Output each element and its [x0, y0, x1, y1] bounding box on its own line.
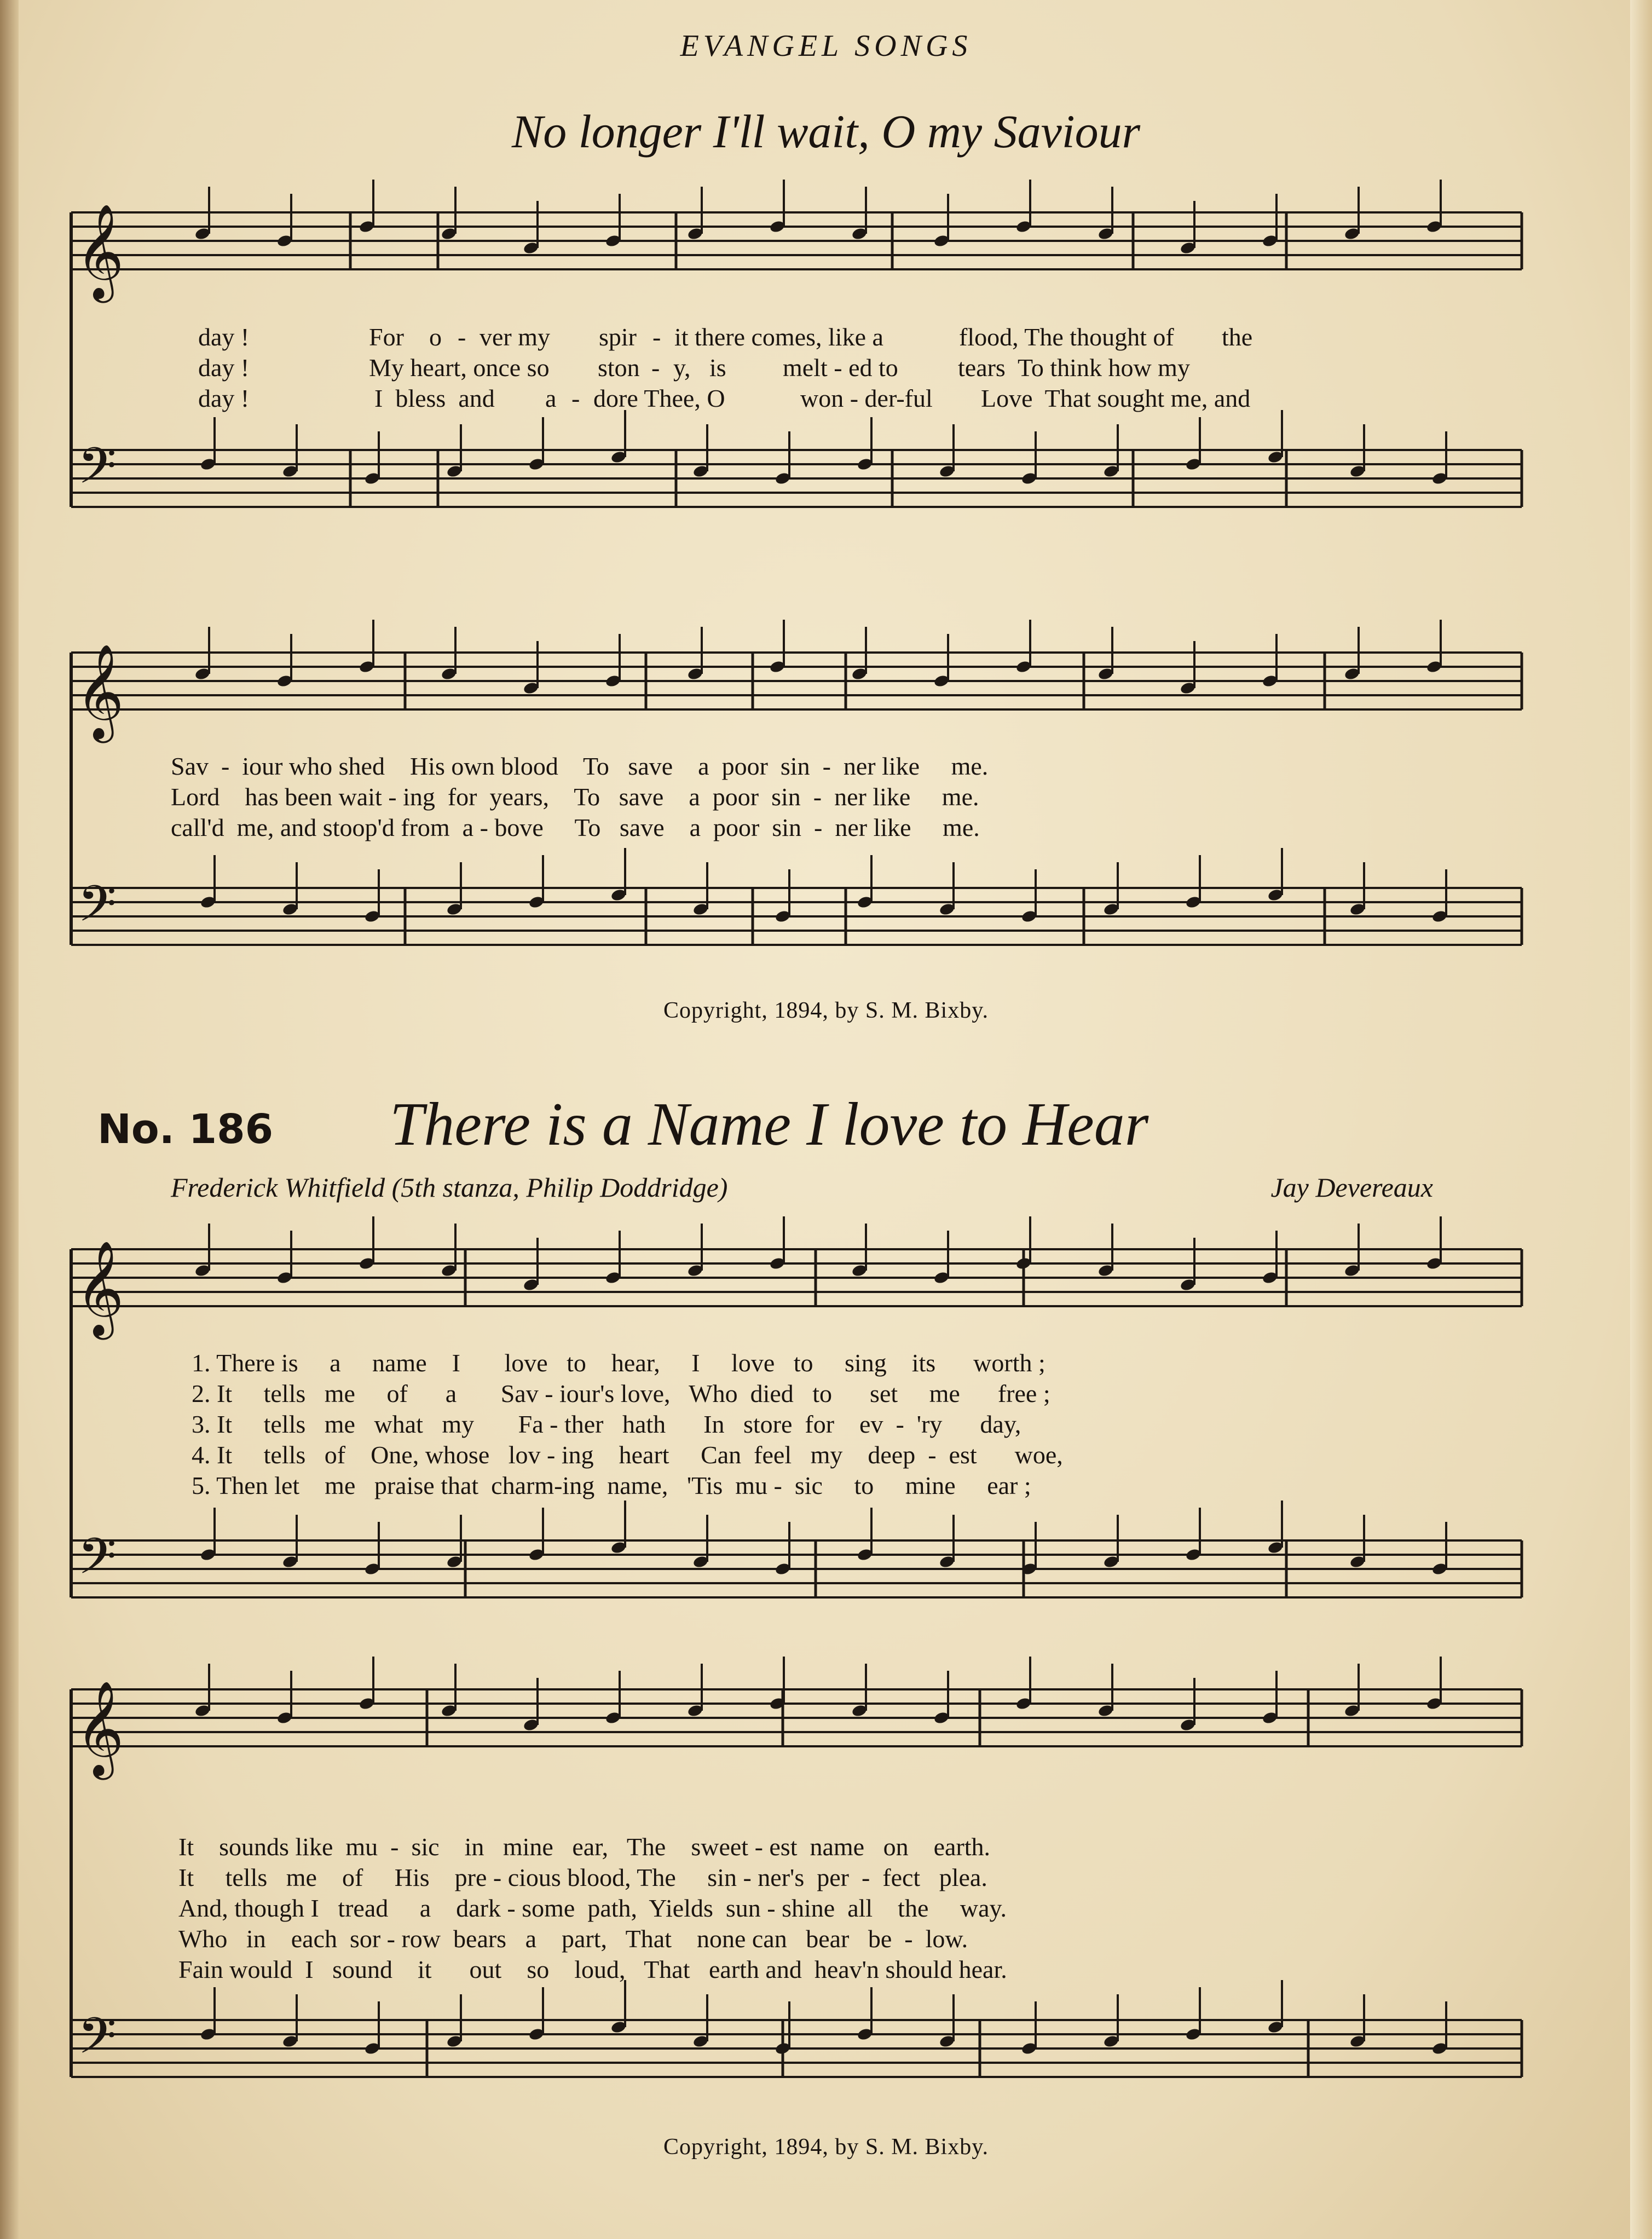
bass-clef-icon: 𝄢	[78, 437, 117, 507]
hymn-1-title: No longer I'll wait, O my Saviour	[511, 105, 1141, 158]
lyric-line: 5. Then let me praise that charm-ing name, 'Tis mu - sic to mine ear ;	[192, 1471, 1031, 1499]
hymn-1-copyright: Copyright, 1894, by S. M. Bixby.	[663, 998, 989, 1023]
hymn-1-lyrics-system-1	[198, 322, 1252, 414]
hymn-1-lyrics-system-2	[171, 751, 988, 843]
running-head: EVANGEL SONGS	[680, 29, 972, 63]
treble-clef-icon: 𝄞	[76, 1681, 124, 1776]
hymn-2-composer: Jay Devereaux	[1270, 1172, 1433, 1203]
hymn-2-lyrics-system-1	[192, 1348, 1063, 1501]
lyric-line: 4. It tells of One, whose lov - ing heart Can feel my deep - est woe,	[192, 1441, 1063, 1469]
lyric-line: call'd me, and stoop'd from a - bove To save a poor sin - ner like me.	[171, 813, 980, 841]
lyric-line: day ! For o - ver my spir - it there comes, like a flood, The thought of the	[198, 323, 1253, 351]
lyric-line: Sav - iour who shed His own blood To save a poor sin - ner like me.	[171, 752, 989, 780]
bass-clef-icon: 𝄢	[78, 1527, 117, 1597]
lyric-line: 2. It tells me of a Sav - iour's love, Who died to set me free ;	[192, 1380, 1050, 1407]
lyric-line: Fain would I sound it out so loud, That earth and heav'n should hear.	[178, 1955, 1007, 1983]
bass-staff	[71, 1540, 1522, 1597]
lyric-line: Lord has been wait - ing for years, To save a poor sin - ner like me.	[171, 783, 979, 811]
bass-clef-icon: 𝄢	[78, 2007, 117, 2077]
bass-staff	[71, 450, 1522, 507]
hymn-2-lyrics-system-2	[178, 1832, 1007, 1985]
lyric-line: It sounds like mu - sic in mine ear, The sweet - est name on earth.	[178, 1833, 991, 1861]
lyric-line: And, though I tread a dark - some path, Yields sun - shine all the way.	[178, 1894, 1007, 1922]
hymn-2-title: There is a Name I love to Hear	[390, 1090, 1149, 1158]
treble-clef-icon: 𝄞	[76, 1240, 124, 1336]
bass-staff	[71, 2020, 1522, 2077]
treble-clef-icon: 𝄞	[76, 204, 124, 299]
lyric-line: 1. There is a name I love to hear, I love to sing its worth ;	[192, 1349, 1046, 1377]
lyric-line: Who in each sor - row bears a part, That none can bear be - low.	[178, 1925, 968, 1953]
bass-staff	[71, 888, 1522, 945]
bass-clef-icon: 𝄢	[78, 875, 117, 945]
hymn-2-author: Frederick Whitfield (5th stanza, Philip Doddridge)	[171, 1172, 728, 1203]
lyric-line: day ! I bless and a - dore Thee, O won - der-ful Love That sought me, and	[198, 384, 1251, 412]
lyric-line: day ! My heart, once so ston - y, is melt - ed to tears To think how my	[198, 354, 1190, 382]
hymn-2-copyright: Copyright, 1894, by S. M. Bixby.	[663, 2134, 989, 2160]
treble-clef-icon: 𝄞	[76, 644, 124, 739]
lyric-line: 3. It tells me what my Fa - ther hath In store for ev - 'ry day,	[192, 1410, 1021, 1438]
lyric-line: It tells me of His pre - cious blood, The sin - ner's per - fect plea.	[178, 1863, 987, 1891]
hymn-2-number: No. 186	[97, 1106, 274, 1153]
